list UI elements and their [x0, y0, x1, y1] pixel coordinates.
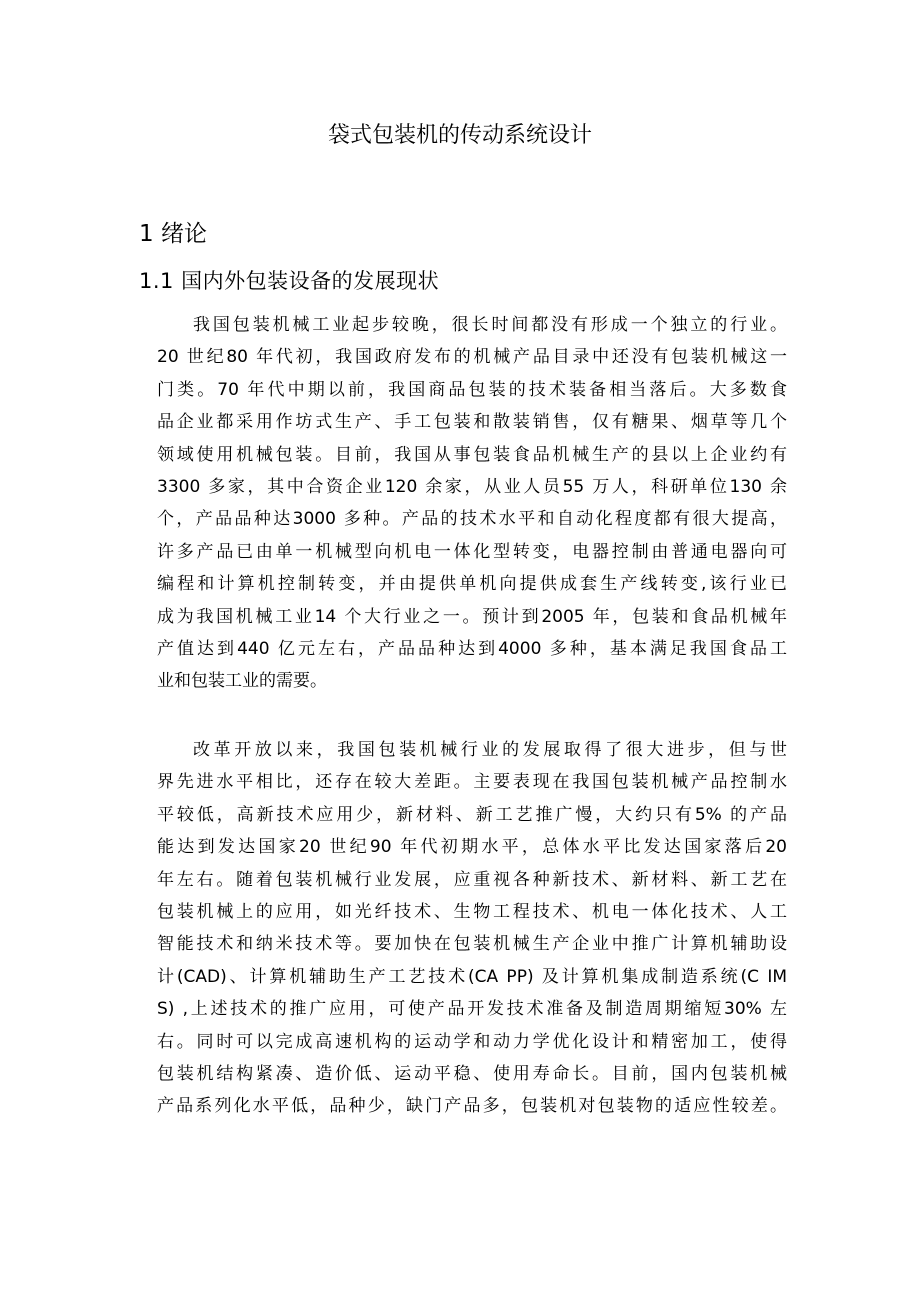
paragraph-line: 包装机结构紧凑、造价低、运动平稳、使用寿命长。目前，国内包装机械 — [157, 1063, 787, 1084]
paragraph-line: 年左右。随着包装机械行业发展，应重视各种新技术、新材料、新工艺在 — [157, 869, 787, 890]
paragraph-line: 领域使用机械包装。目前，我国从事包装食品机械生产的县以上企业约有 — [157, 444, 787, 465]
paragraph-line: S) ,上述技术的推广应用，可使产品开发技术准备及制造周期缩短30% 左 — [157, 999, 787, 1020]
paragraph-line: 20 世纪80 年代初，我国政府发布的机械产品目录中还没有包装机械这一 — [157, 347, 787, 368]
paragraph-line: 许多产品已由单一机械型向机电一体化型转变，电器控制由普通电器向可 — [157, 541, 787, 562]
paragraph-line: 能达到发达国家20 世纪90 年代初期水平，总体水平比发达国家落后20 — [157, 837, 787, 858]
paragraph-line: 门类。70 年代中期以前，我国商品包装的技术装备相当落后。大多数食 — [157, 379, 787, 400]
paragraph-line: 产品系列化水平低，品种少，缺门产品多，包装机对包装物的适应性较差。 — [157, 1096, 787, 1117]
paragraph-line: 个，产品品种达3000 多种。产品的技术水平和自动化程度都有很大提高， — [157, 509, 787, 530]
paragraph-line: 界先进水平相比，还存在较大差距。主要表现在我国包装机械产品控制水 — [157, 772, 787, 793]
paragraph-line: 我国包装机械工业起步较晚，很长时间都没有形成一个独立的行业。 — [193, 315, 787, 335]
paragraph-line: 3300 多家，其中合资企业120 余家，从业人员55 万人，科研单位130 余 — [157, 476, 787, 497]
paragraph-line: 业和包装工业的需要。 — [157, 671, 327, 692]
paragraph-line: 品企业都采用作坊式生产、手工包装和散装销售，仅有糖果、烟草等几个 — [157, 412, 787, 433]
paragraph-line: 编程和计算机控制转变，并由提供单机向提供成套生产线转变,该行业已 — [157, 574, 787, 595]
paragraph-line: 平较低，高新技术应用少，新材料、新工艺推广慢，大约只有5% 的产品 — [157, 804, 787, 825]
paragraph-line: 产值达到440 亿元左右，产品品种达到4000 多种，基本满足我国食品工 — [157, 638, 787, 659]
paragraph-1 — [157, 309, 787, 698]
paragraph-line: 智能技术和纳米技术等。要加快在包装机械生产企业中推广计算机辅助设 — [157, 934, 787, 955]
document-title: 袋式包装机的传动系统设计 — [327, 123, 592, 148]
paragraph-line: 改革开放以来，我国包装机械行业的发展取得了很大进步，但与世 — [193, 740, 787, 760]
paragraph-line: 计(CAD)、计算机辅助生产工艺技术(CA PP) 及计算机集成制造系统(C IM — [157, 966, 787, 987]
paragraph-line: 右。同时可以完成高速机构的运动学和动力学优化设计和精密加工，使得 — [157, 1031, 787, 1052]
paragraph-line: 成为我国机械工业14 个大行业之一。预计到2005 年，包装和食品机械年 — [157, 606, 787, 627]
paragraph-line: 包装机械上的应用，如光纤技术、生物工程技术、机电一体化技术、人工 — [157, 901, 787, 922]
section-heading: 1.1 国内外包装设备的发展现状 — [139, 269, 440, 293]
paragraph-2 — [157, 734, 787, 1123]
chapter-heading: 1 绪论 — [139, 221, 207, 247]
